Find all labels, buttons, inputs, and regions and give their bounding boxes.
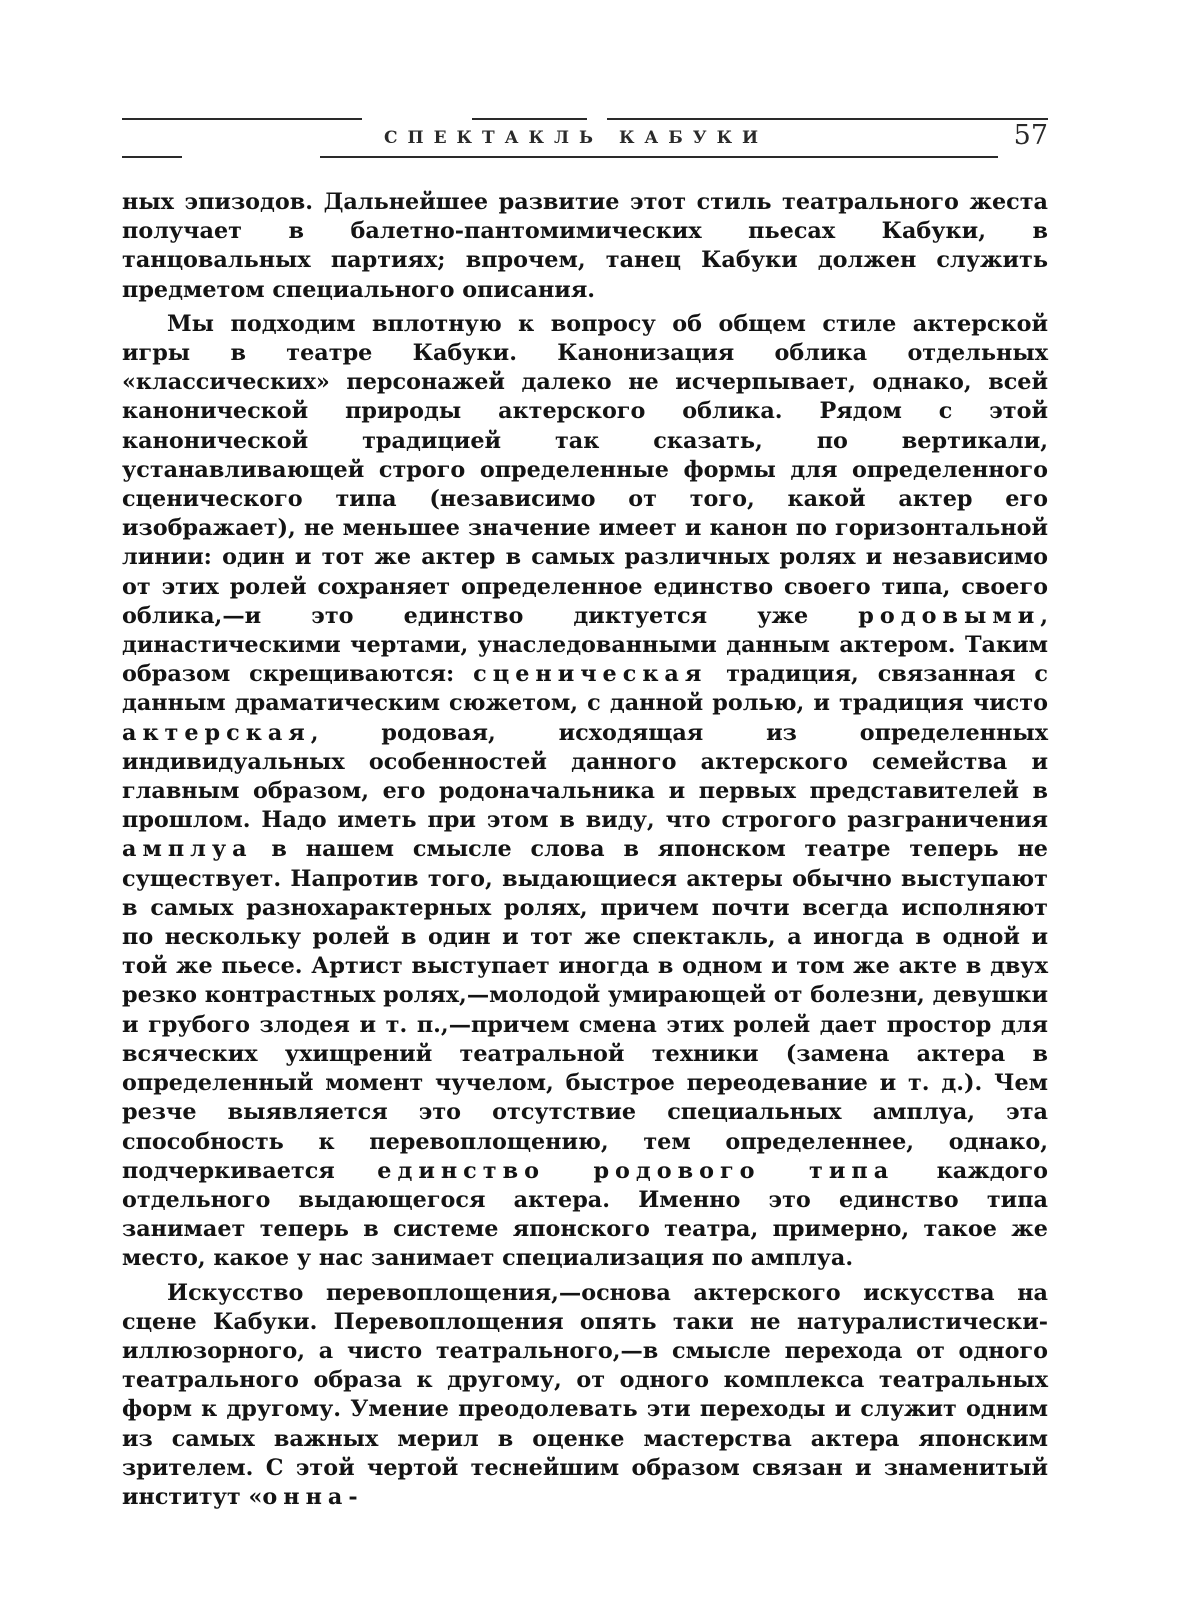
header-rule-top-middle [472, 118, 587, 120]
header-rule-bottom-right [320, 156, 998, 158]
paragraph-1: ных эпизодов. Дальнейшее развитие этот стиль театрального жеста получает в балетно-пантомимических пьесах Кабуки, в танцовальных партиях; впрочем, танец Кабуки должен служить предметом специального описания. [122, 188, 1048, 305]
paragraph-3 [122, 1279, 1048, 1513]
body-text [122, 188, 1048, 1517]
paragraph-2-text-a: Мы подходим вплотную к вопросу об общем стиле актерской игры в театре Кабуки. Канонизация облика отдельных «классических» персонажей далеко не исчерпывает, однако, всей канонической природы актерского облика. Рядом с этой канонической традицией так сказать, по вертикали, устанавливающей строго определенные формы для определенного сценического типа (независимо от того, какой актер его изображает), не меньшее значение имеет и канон по горизонтальной линии: один и тот же актер в самых различных ролях и независимо от этих ролей сохраняет определенное единство своего типа, своего облика,—и это единство диктуется уже [122, 311, 1048, 629]
paragraph-2-text-b: , династическими чертами, унаследованными данным актером. Таким образом скрещиваются: [122, 603, 1048, 687]
spaced-phrase-edinstvo: единство родового типа [377, 1158, 894, 1184]
spaced-word-akterskaya: актерская [122, 720, 311, 746]
paragraph-2 [122, 310, 1048, 1274]
running-title: СПЕКТАКЛЬ КАБУКИ [384, 128, 768, 148]
paragraph-2-text-d: , родовая, исходящая из определенных индивидуальных особенностей данного актерского семейства и главным образом, его родоначальника и первых представителей в прошлом. Надо иметь при этом в виду, что строгого разграничения [122, 720, 1048, 834]
paragraph-2-text-e: в нашем смысле слова в японском театре теперь не существует. Напротив того, выдающиеся актеры обычно выступают в самых разнохарактерных ролях, причем почти всегда исполняют по нескольку ролей в один и тот же спектакль, а иногда в одной и той же пьесе. Артист выступает иногда в одном и том же акте в двух резко контрастных ролях,—молодой умирающей от болезни, девушки и грубого злодея и т. п.,—причем смена этих ролей дает простор для всяческих ухищрений театральной техники (замена актера в определенный момент чучелом, быстрое переодевание и т. д.). Чем резче выявляется это отсутствие специальных амплуа, эта способность к перевоплощению, тем определеннее, однако, подчеркивается [122, 836, 1048, 1183]
header-rule-top-left [122, 118, 362, 120]
paragraph-2-text-c: традиция, связанная с данным драматическим сюжетом, с данной ролью, и традиция чисто [122, 661, 1048, 716]
header-rule-bottom-left [122, 156, 182, 158]
spaced-word-rodovymi: родовыми [858, 603, 1040, 629]
book-page [122, 100, 1048, 1480]
spaced-word-amplua: амплуа [122, 836, 253, 862]
spaced-word-scenicheskaya: сценическая [473, 661, 707, 687]
spaced-word-onna: онна- [262, 1484, 363, 1510]
paragraph-2-text-f: каждого отдельного выдающегося актера. Именно это единство типа занимает теперь в системе японского театра, примерно, такое же место, какое у нас занимает специализация по амплуа. [122, 1158, 1048, 1272]
paragraph-3-text-a: Искусство перевоплощения,—основа актерского искусства на сцене Кабуки. Перевоплощения опять таки не натуралистически-иллюзорного, а чисто театрального,—в смысле перехода от одного театрального образа к другому, от одного комплекса театральных форм к другому. Умение преодолевать эти переходы и служит одним из самых важных мерил в оценке мастерства актера японским зрителем. С этой чертой теснейшим образом связан и знаменитый институт « [122, 1280, 1048, 1510]
header-rule-top-right [607, 118, 1048, 120]
page-number: 57 [1014, 120, 1048, 151]
